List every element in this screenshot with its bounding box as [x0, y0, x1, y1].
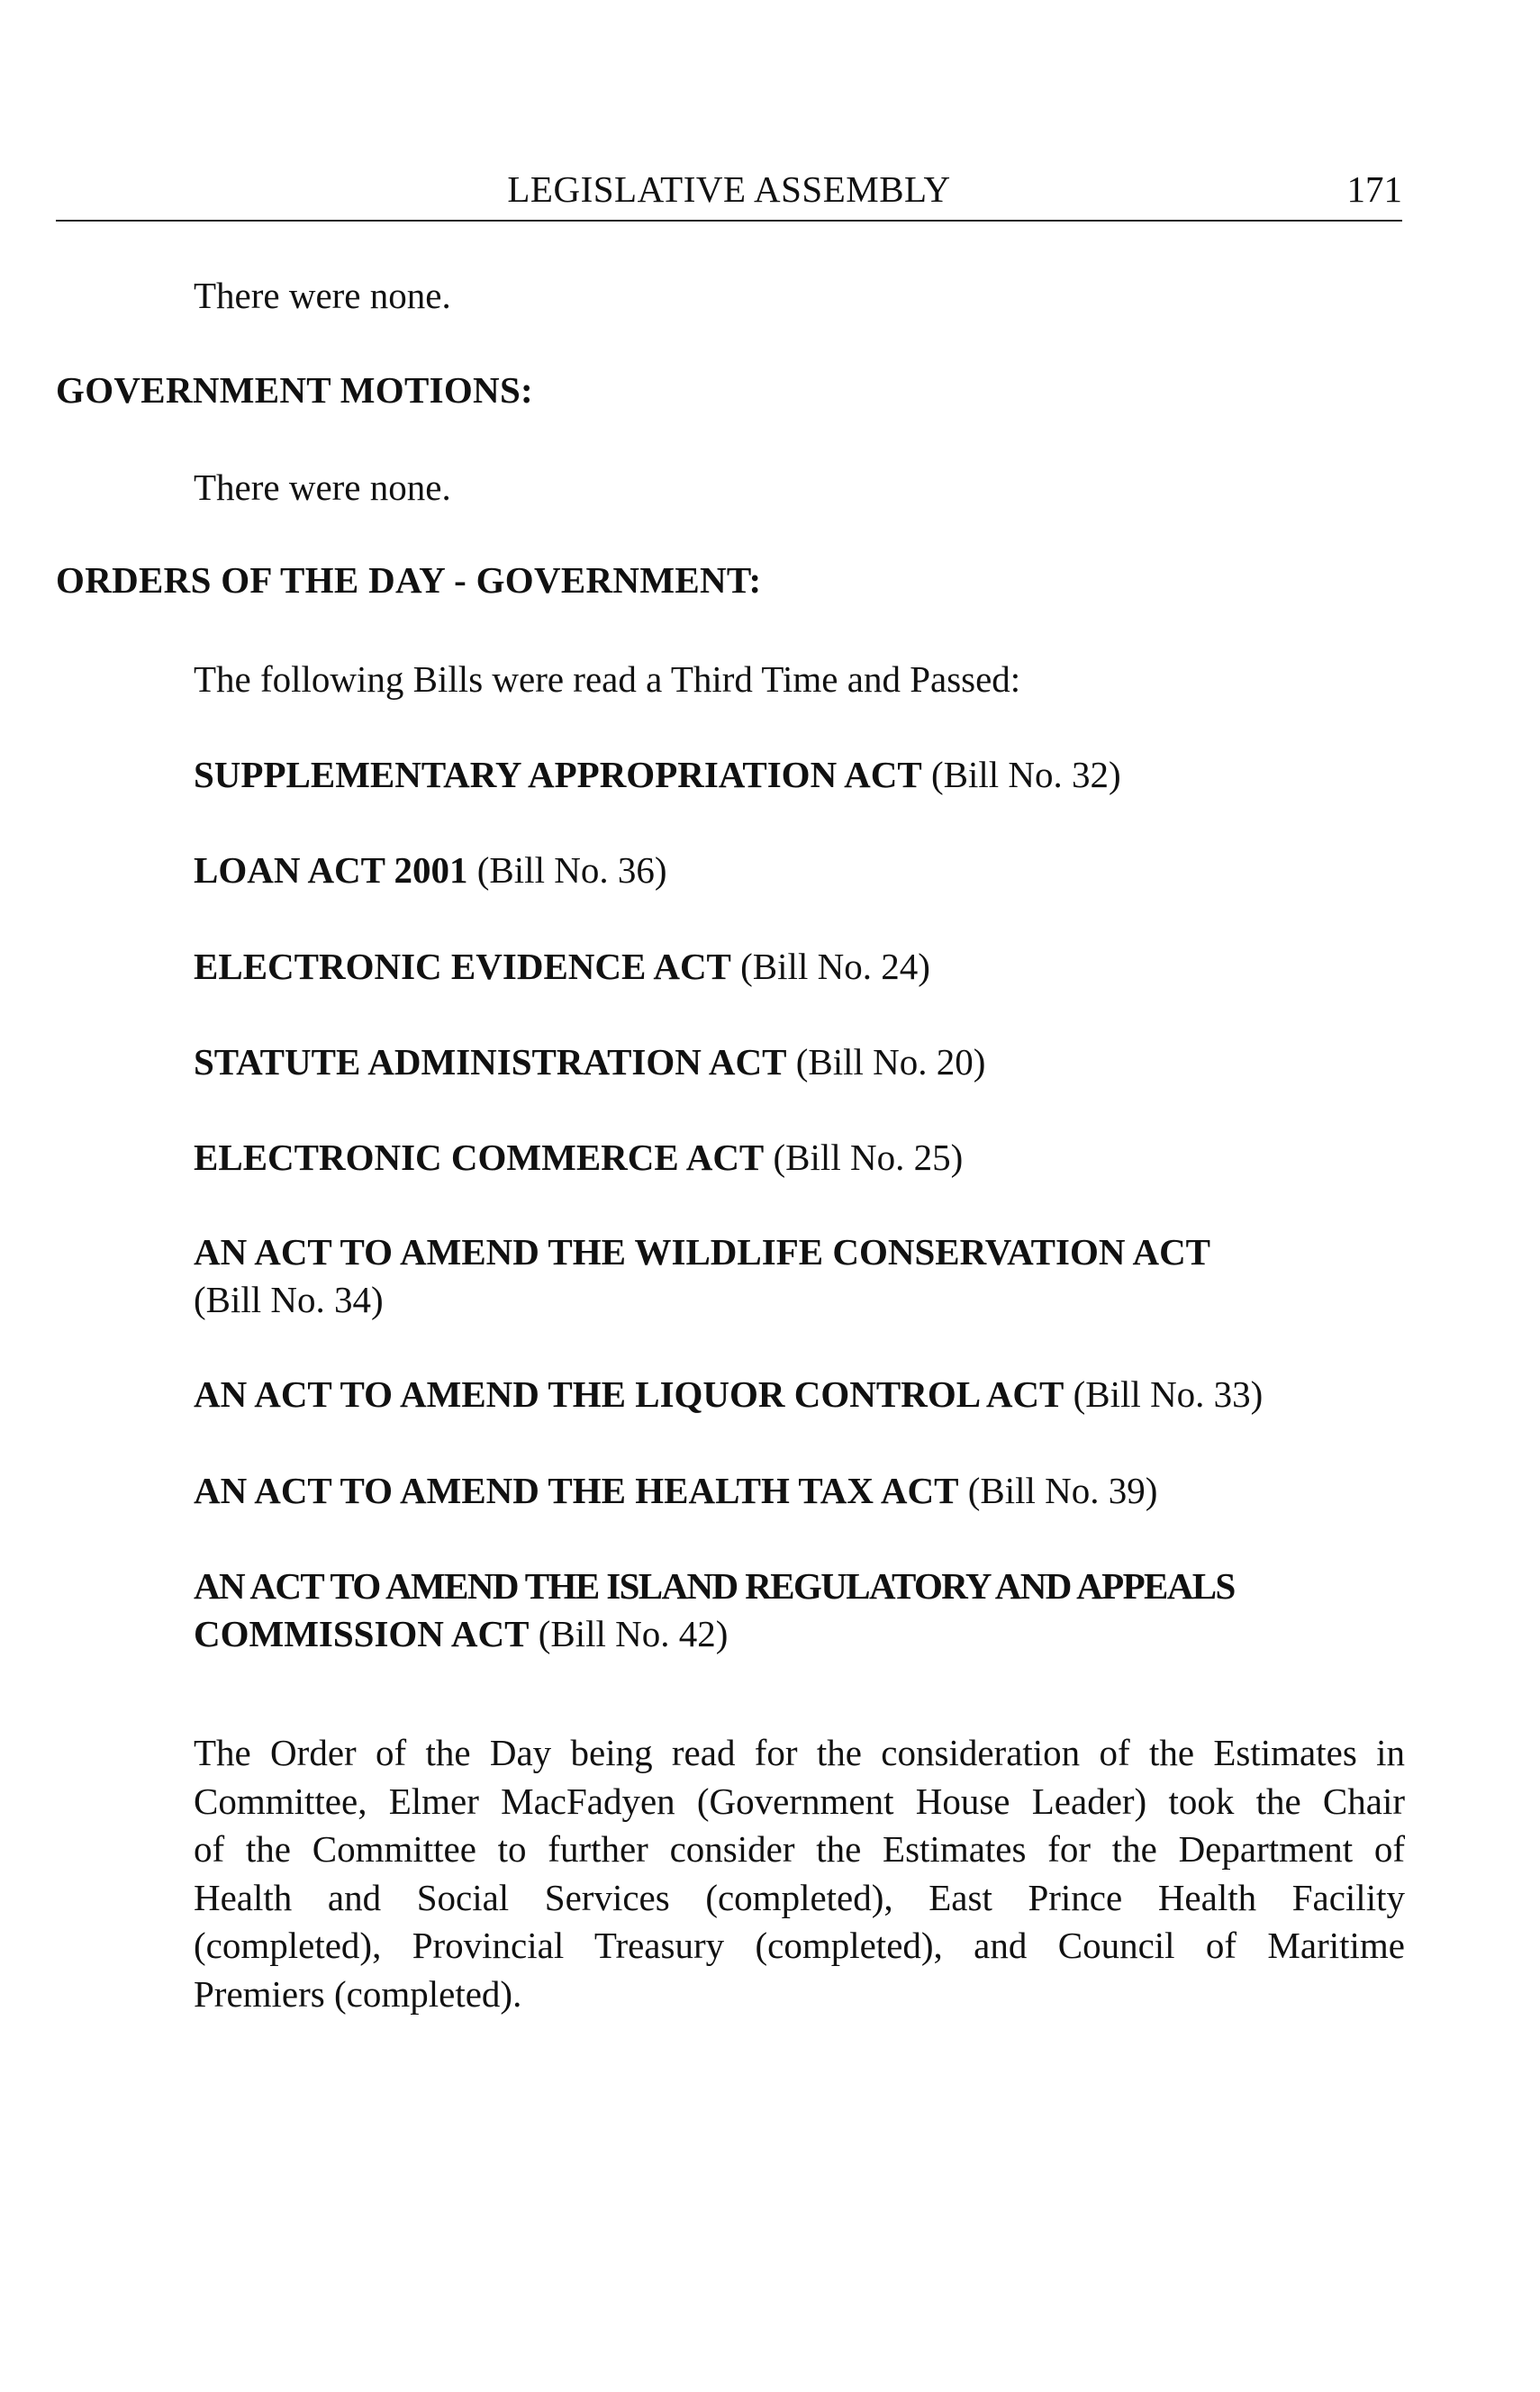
page-header	[56, 160, 1402, 222]
paragraph-line: (completed), Provincial Treasury (completed), and Council of Maritime	[194, 1925, 1405, 1966]
bill-number: (Bill No. 33)	[1073, 1373, 1264, 1415]
bill-title: AN ACT TO AMEND THE WILDLIFE CONSERVATION ACT	[194, 1231, 1211, 1273]
paragraph-line: The Order of the Day being read for the consideration of the Estimates in	[194, 1732, 1405, 1773]
header-title: LEGISLATIVE ASSEMBLY	[507, 168, 951, 210]
government-motions-heading: GOVERNMENT MOTIONS:	[56, 369, 534, 411]
bill-item	[194, 1228, 1405, 1324]
bill-number: (Bill No. 34)	[194, 1279, 384, 1320]
estimates-paragraph	[194, 1729, 1405, 2018]
bill-title: AN ACT TO AMEND THE HEALTH TAX ACT	[194, 1470, 959, 1511]
bill-title: STATUTE ADMINISTRATION ACT	[194, 1041, 787, 1083]
bill-item	[194, 1563, 1405, 1658]
bill-title: ELECTRONIC COMMERCE ACT	[194, 1137, 765, 1178]
none-text-1: There were none.	[194, 275, 451, 316]
bill-item	[194, 1467, 1405, 1515]
paragraph-line: Health and Social Services (completed), East Prince Health Facility	[194, 1876, 1405, 1918]
bill-number: (Bill No. 20)	[795, 1041, 986, 1083]
bill-title: AN ACT TO AMEND THE LIQUOR CONTROL ACT	[194, 1373, 1064, 1415]
bill-number: (Bill No. 25)	[773, 1137, 964, 1178]
bill-item	[194, 847, 1405, 894]
bill-item	[194, 1371, 1405, 1418]
bill-title: LOAN ACT 2001	[194, 849, 468, 891]
bill-title-continued: COMMISSION ACT	[194, 1613, 530, 1654]
paragraph-line: Premiers (completed).	[194, 1972, 522, 2015]
bill-title: ELECTRONIC EVIDENCE ACT	[194, 946, 731, 987]
bill-item	[194, 943, 1405, 991]
none-text-2: There were none.	[194, 467, 451, 508]
bill-number: (Bill No. 24)	[740, 946, 930, 987]
bill-title: SUPPLEMENTARY APPROPRIATION ACT	[194, 754, 922, 795]
bill-item	[194, 751, 1405, 799]
bill-number: (Bill No. 39)	[967, 1470, 1158, 1511]
bill-number: (Bill No. 36)	[476, 849, 667, 891]
bills-intro-text: The following Bills were read a Third Time and Passed:	[194, 658, 1021, 700]
bill-item	[194, 1134, 1405, 1182]
bill-title: AN ACT TO AMEND THE ISLAND REGULATORY AND APPEALS	[194, 1565, 1235, 1607]
paragraph-line: of the Committee to further consider the Estimates for the Department of	[194, 1828, 1405, 1870]
bill-number: (Bill No. 32)	[930, 754, 1121, 795]
bill-item	[194, 1038, 1405, 1086]
orders-of-the-day-heading: ORDERS OF THE DAY - GOVERNMENT:	[56, 559, 762, 601]
paragraph-line: Committee, Elmer MacFadyen (Government House Leader) took the Chair	[194, 1780, 1405, 1822]
bill-number: (Bill No. 42)	[538, 1613, 729, 1654]
page-number: 171	[1346, 168, 1402, 210]
